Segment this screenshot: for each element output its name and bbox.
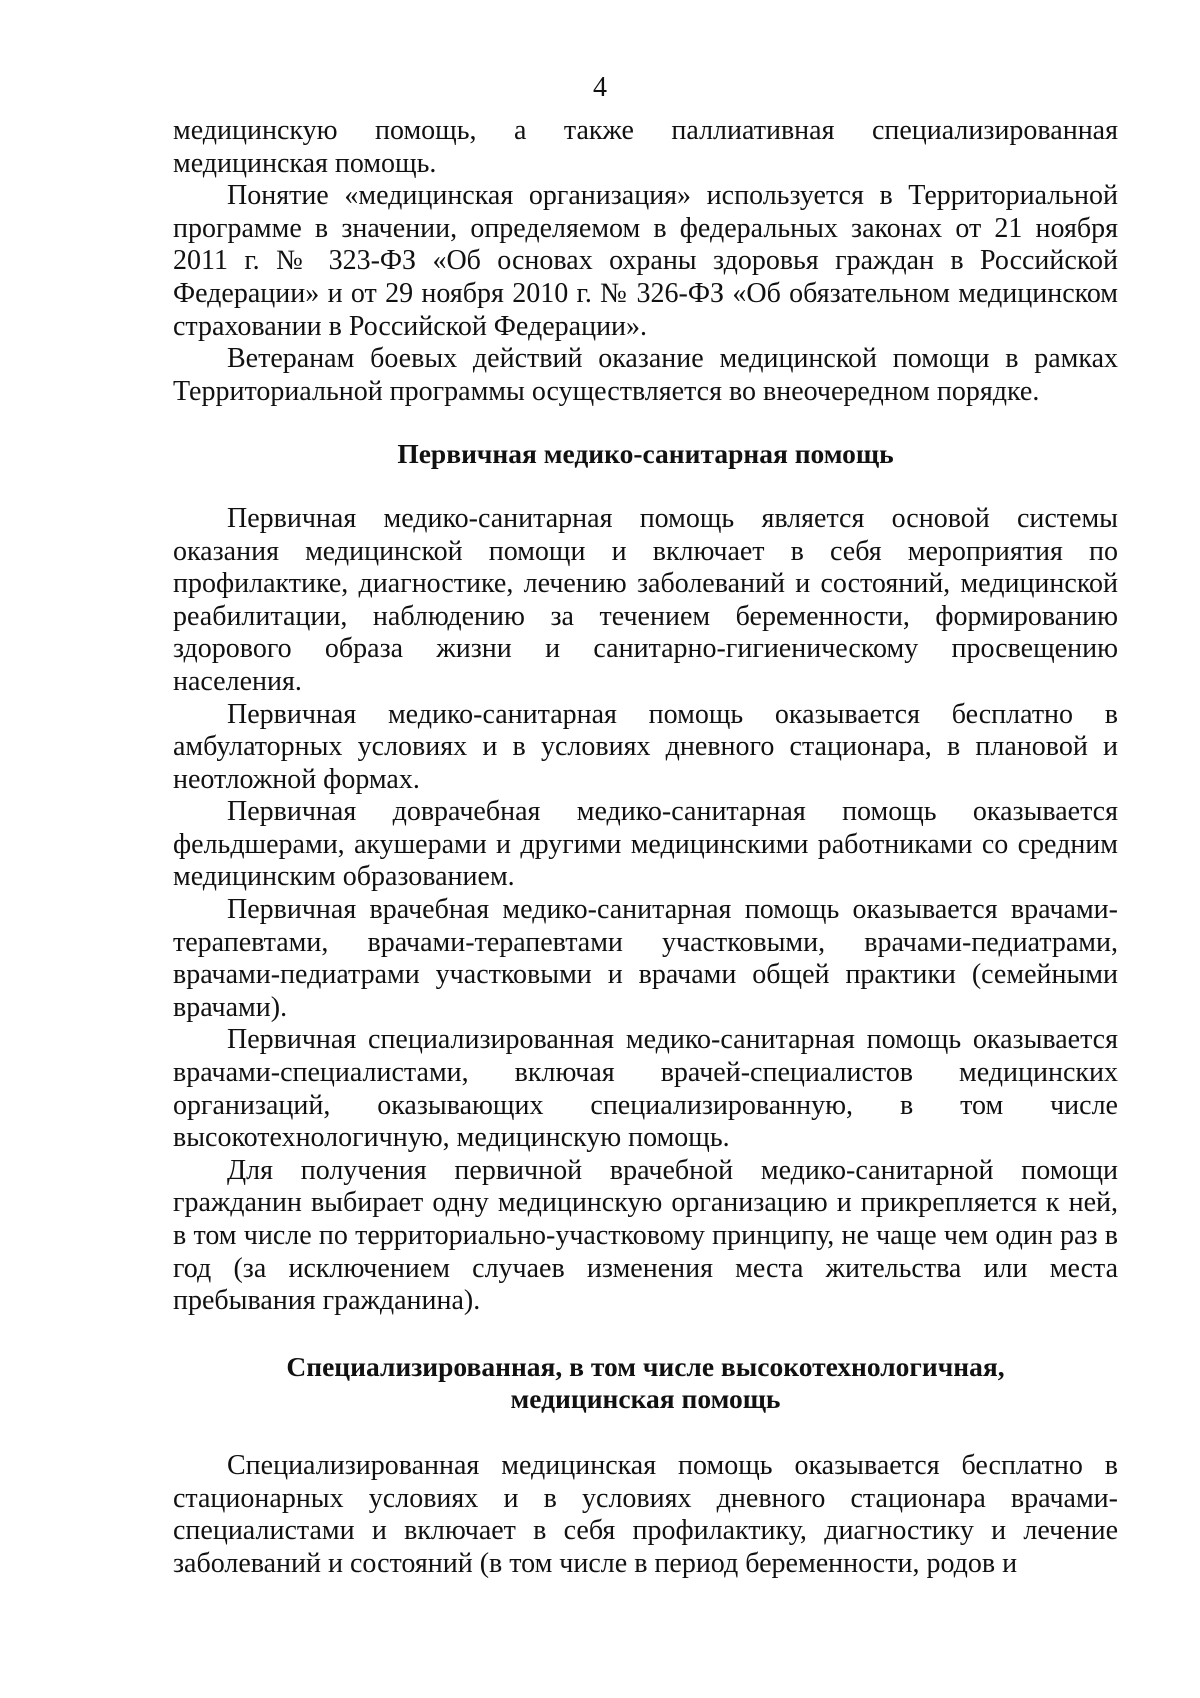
page-content <box>173 115 1118 1580</box>
paragraph-combat-veterans: Ветеранам боевых действий оказание медицинской помощи в рамках Территориальной программы осуществляется во внеочередном порядке. <box>173 343 1118 407</box>
paragraph-specialist-primary-care: Первичная специализированная медико-санитарная помощь оказывается врачами-специалистами, включая врачей-специалистов медицинских организаций, оказывающих специализированную, в том числе высокотехнологичную, медицинскую помощь. <box>173 1024 1118 1154</box>
paragraph-choosing-organization: Для получения первичной врачебной медико-санитарной помощи гражданин выбирает одну медицинскую организацию и прикрепляется к ней, в том числе по территориально-участковому принципу, не чаще чем один раз в год (за исключением случаев изменения места жительства или места пребывания гражданина). <box>173 1154 1118 1317</box>
section-heading-specialized-care <box>173 1351 1118 1416</box>
section-heading-line-2: медицинская помощь <box>510 1383 781 1415</box>
paragraph-primary-care-basis: Первичная медико-санитарная помощь является основой системы оказания медицинской помощи и включает в себя мероприятия по профилактике, диагностике, лечению заболеваний и состояний, медицинской реабилитации, наблюдению за течением беременности, формированию здорового образа жизни и санитарно-гигиеническому просвещению населения. <box>173 502 1118 697</box>
paragraph-specialized-care: Специализированная медицинская помощь оказывается бесплатно в стационарных условиях и в условиях дневного стационара врачами-специалистами и включает в себя профилактику, диагностику и лечение заболеваний и состояний (в том числе в период беременности, родов и <box>173 1449 1118 1579</box>
paragraph-medical-organization-definition: Понятие «медицинская организация» используется в Территориальной программе в значении, определяемом в федеральных законах от 21 ноября 2011 г. № 323-ФЗ «Об основах охраны здоровья граждан в Российской Федерации» и от 29 ноября 2010 г. № 326-ФЗ «Об обязательном медицинском страховании в Российской Федерации». <box>173 180 1118 342</box>
paragraph-continuation: медицинскую помощь, а также паллиативная специализированная медицинская помощь. <box>173 115 1118 179</box>
paragraph-pre-medical-care: Первичная доврачебная медико-санитарная помощь оказывается фельдшерами, акушерами и другими медицинскими работниками со средним медицинским образованием. <box>173 796 1118 893</box>
section-heading-primary-care: Первичная медико-санитарная помощь <box>397 438 894 470</box>
section-heading-line-1: Специализированная, в том числе высокотехнологичная, <box>286 1350 1005 1382</box>
page-number: 4 <box>593 72 607 103</box>
paragraph-primary-care-free: Первичная медико-санитарная помощь оказывается бесплатно в амбулаторных условиях и в условиях дневного стационара, в плановой и неотложной формах. <box>173 698 1118 795</box>
paragraph-physician-care: Первичная врачебная медико-санитарная помощь оказывается врачами-терапевтами, врачами-терапевтами участковыми, врачами-педиатрами, врачами-педиатрами участковыми и врачами общей практики (семейными врачами). <box>173 894 1118 1023</box>
